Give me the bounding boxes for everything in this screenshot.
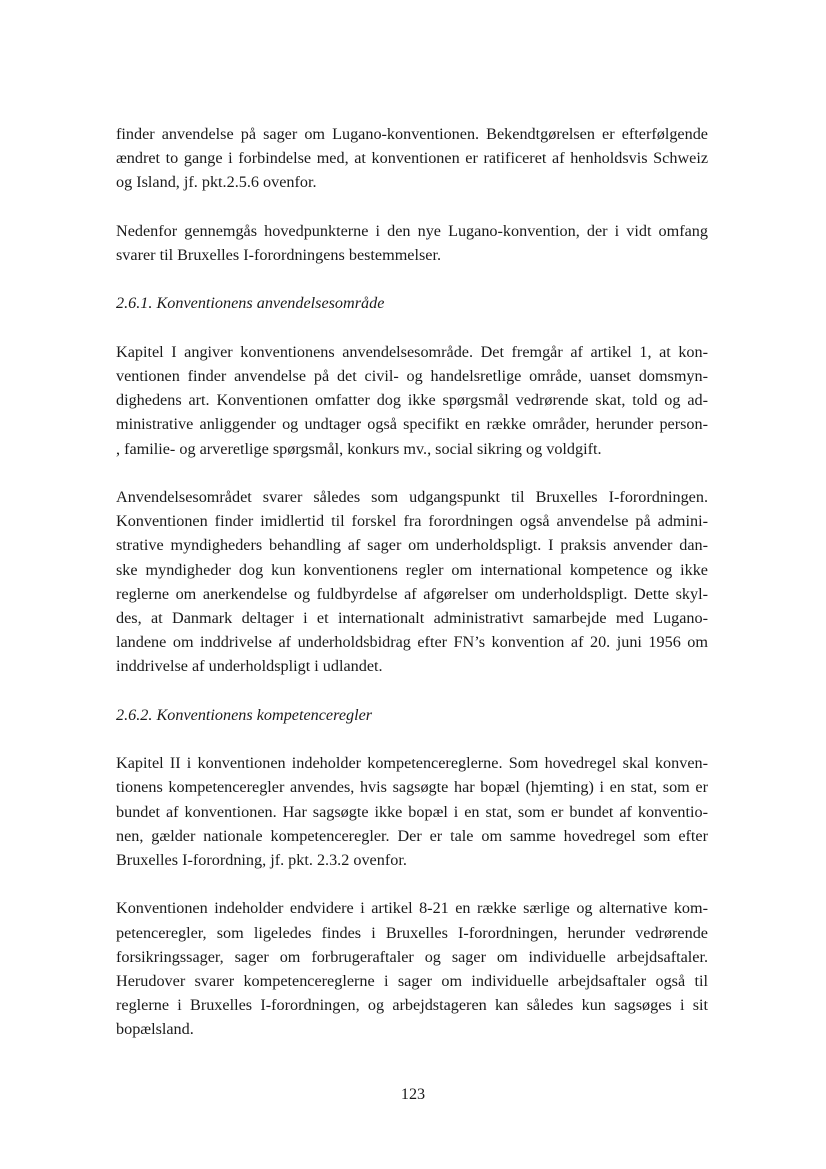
section-heading: 2.6.1. Konventionens anvendelsesområde [116, 294, 385, 313]
text-line: reglerne i Bruxelles I-forordningen, og arbejdstageren kan således kun sagsøges i sit [116, 996, 708, 1015]
text-line: svarer til Bruxelles I-forordningens bestemmelser. [116, 246, 442, 264]
page-body [116, 122, 708, 1042]
text-line: reglerne om anerkendelse og fuldbyrdelse af afgørelser om underholdspligt. Dette skyl- [116, 584, 708, 603]
text-line: Konventionen indeholder endvidere i artikel 8-21 en række særlige og alternative kom- [116, 899, 708, 918]
text-line: inddrivelse af underholdspligt i udlandet. [116, 657, 383, 676]
text-line: og Island, jf. pkt.2.5.6 ovenfor. [116, 173, 317, 192]
text-line: strative myndigheders behandling af sager om underholdspligt. I praksis anvender dan- [116, 536, 708, 555]
text-line: Kapitel I angiver konventionens anvendelsesområde. Det fremgår af artikel 1, at kon- [116, 342, 708, 361]
paragraph [116, 122, 708, 195]
section-heading: 2.6.2. Konventionens kompetenceregler [116, 705, 373, 724]
text-line: nen, gælder nationale kompetenceregler. Der er tale om samme hovedregel som efter [116, 826, 708, 845]
text-line: bopælsland. [116, 1020, 194, 1039]
text-line: Kapitel II i konventionen indeholder kompetencereglerne. Som hovedregel skal konven- [116, 754, 708, 773]
text-line: Bruxelles I-forordning, jf. pkt. 2.3.2 ovenfor. [116, 851, 407, 869]
text-line: Konventionen finder imidlertid til forskel fra forordningen også anvendelse på admini- [116, 512, 708, 531]
text-line: bundet af konventionen. Har sagsøgte ikke bopæl i en stat, som er bundet af konventio- [116, 802, 708, 821]
paragraph [116, 219, 708, 267]
text-line: ventionen finder anvendelse på det civil- og handelsretlige område, uanset domsmyn- [116, 366, 708, 385]
text-line: Herudover svarer kompetencereglerne i sager om individuelle arbejdsaftaler også til [116, 972, 708, 990]
text-line: landene om inddrivelse af underholdsbidrag efter FN’s konvention af 20. juni 1956 om [116, 633, 708, 652]
text-line: Anvendelsesområdet svarer således som udgangspunkt til Bruxelles I-forordningen. [116, 487, 708, 506]
text-line: ændret to gange i forbindelse med, at konventionen er ratificeret af henholdsvis Schweiz [116, 149, 708, 168]
text-line: , familie- og arveretlige spørgsmål, konkurs mv., social sikring og voldgift. [116, 439, 602, 458]
paragraph [116, 485, 708, 679]
text-line: Nedenfor gennemgås hovedpunkterne i den nye Lugano-konvention, der i vidt omfang [116, 221, 708, 240]
page-number: 123 [400, 1085, 426, 1103]
paragraph [116, 340, 708, 461]
text-line: tionens kompetenceregler anvendes, hvis sagsøgte har bopæl (hjemting) i en stat, som er [116, 778, 708, 797]
text-line: dighedens art. Konventionen omfatter dog ikke spørgsmål vedrørende skat, told og ad- [116, 391, 708, 410]
text-line: petenceregler, som ligeledes findes i Bruxelles I-forordningen, herunder vedrørende [116, 923, 708, 942]
paragraph [116, 896, 708, 1041]
text-line: ministrative anliggender og undtager også specifikt en række områder, herunder person- [116, 415, 708, 434]
text-line: finder anvendelse på sager om Lugano-konventionen. Bekendtgørelsen er efterfølgende [116, 125, 708, 143]
paragraph [116, 751, 708, 872]
text-line: des, at Danmark deltager i et internationalt administrativt samarbejde med Lugano- [116, 609, 708, 627]
text-line: forsikringssager, sager om forbrugeraftaler og sager om individuelle arbejdsaftaler. [116, 947, 708, 966]
text-line: ske myndigheder dog kun konventionens regler om international kompetence og ikke [116, 560, 708, 579]
